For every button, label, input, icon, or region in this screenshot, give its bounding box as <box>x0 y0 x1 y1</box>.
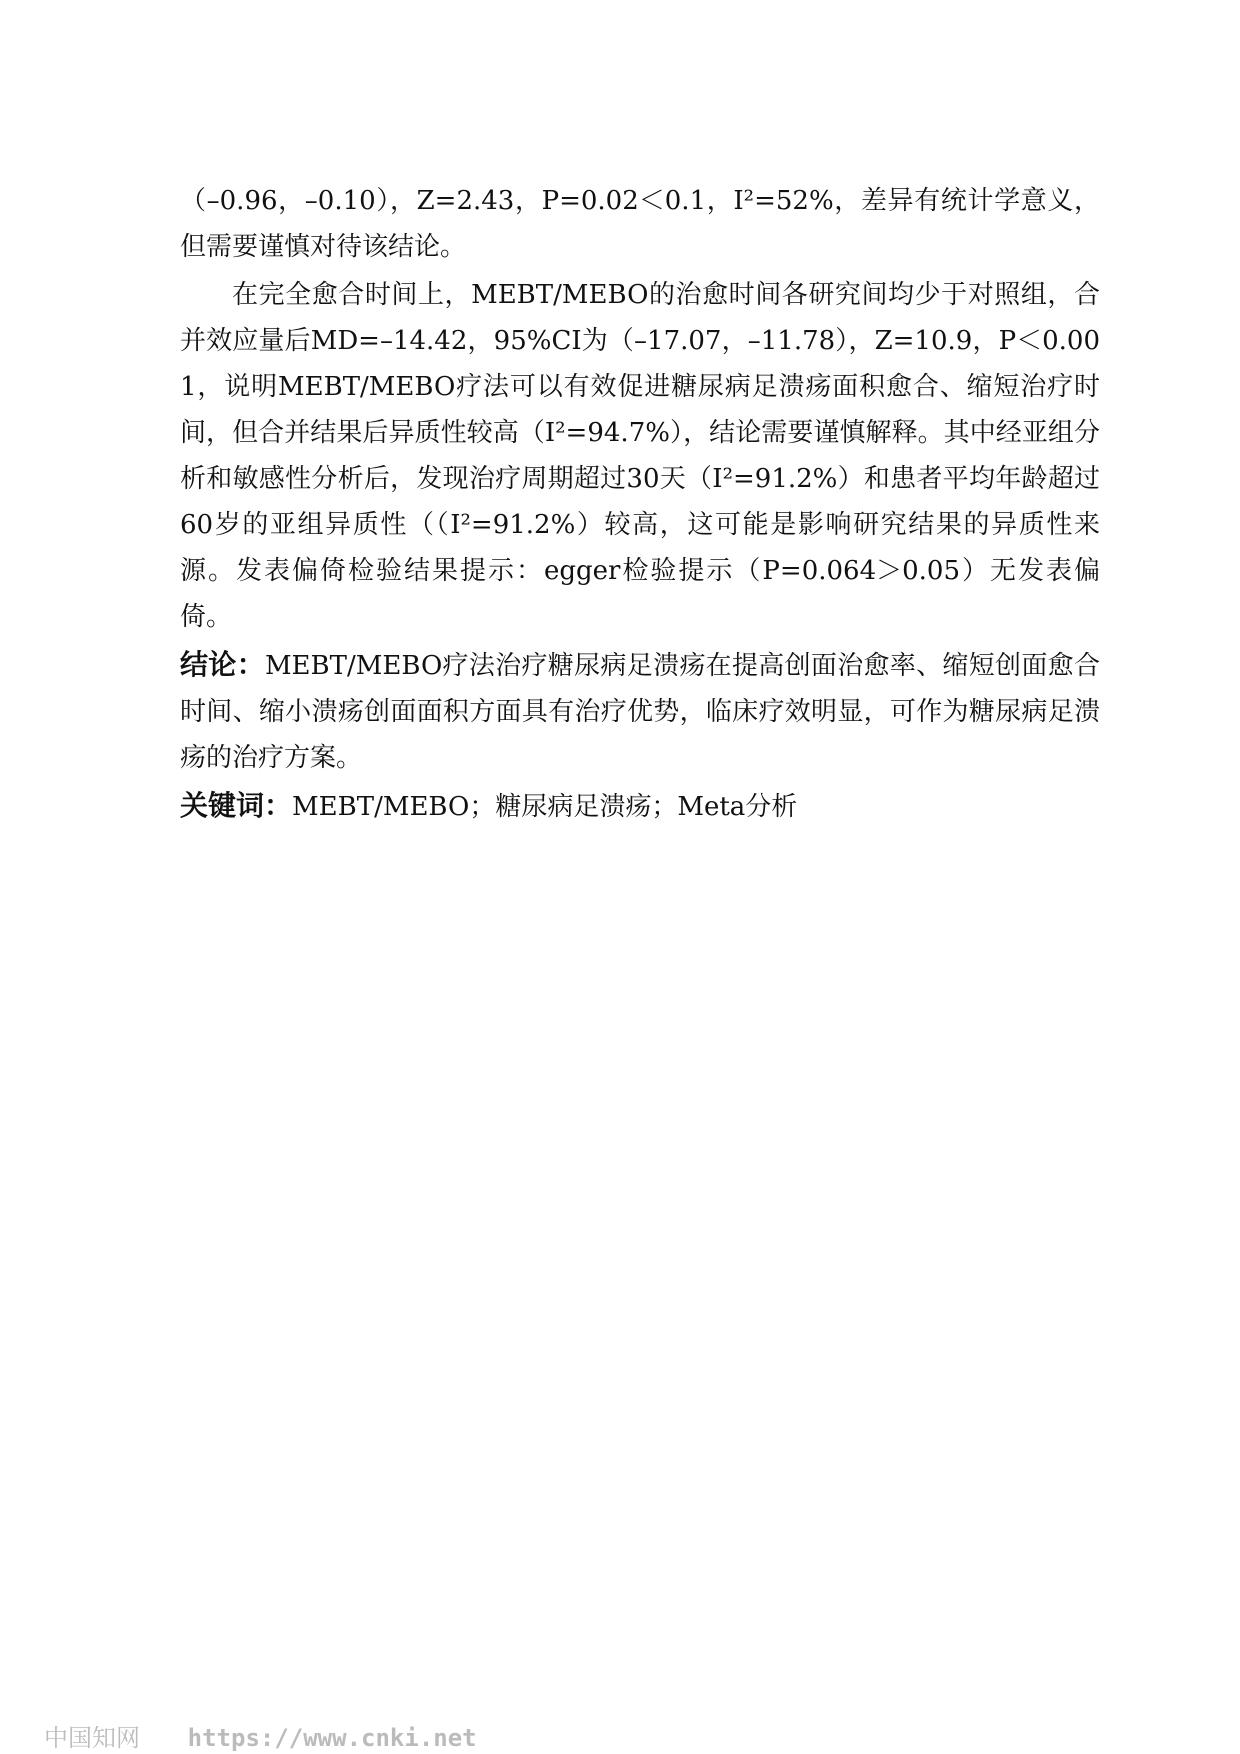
body-paragraph-1: （–0.96，–0.10），Z=2.43，P=0.02＜0.1，I²=52%，差异有统计学意义，但需要谨慎对待该结论。 <box>180 186 1100 262</box>
cnki-brand: 中国知网 <box>44 1724 140 1752</box>
page-content <box>180 178 1100 830</box>
keywords-label: 关键词： <box>180 789 293 822</box>
watermark-footer <box>44 1718 477 1753</box>
body-paragraph-2: 在完全愈合时间上，MEBT/MEBO的治愈时间各研究间均少于对照组，合并效应量后MD=–14.42，95%CI为（–17.07，–11.78），Z=10.9，P＜0.001，说明MEBT/MEBO疗法可以有效促进糖尿病足溃疡面积愈合、缩短治疗时间，但合并结果后异质性较高（I²=94.7%），结论需要谨慎解释。其中经亚组分析和敏感性分析后，发现治疗周期超过30天（I²=91.2%）和患者平均年龄超过60岁的亚组异质性（（I²=91.2%）较高，这可能是影响研究结果的异质性来源。发表偏倚检验结果提示：egger检验提示（P=0.064＞0.05）无发表偏倚。 <box>180 280 1100 632</box>
conclusion-label: 结论： <box>180 648 265 681</box>
keywords-text: MEBT/MEBO；糖尿病足溃疡；Meta分析 <box>292 792 798 822</box>
conclusion-text: MEBT/MEBO疗法治疗糖尿病足溃疡在提高创面治愈率、缩短创面愈合时间、缩小溃疡创面面积方面具有治疗优势，临床疗效明显，可作为糖尿病足溃疡的治疗方案。 <box>180 651 1100 773</box>
conclusion-paragraph <box>180 642 1100 781</box>
keywords-paragraph <box>180 783 1100 830</box>
cnki-url: https://www.cnki.net <box>187 1724 477 1752</box>
